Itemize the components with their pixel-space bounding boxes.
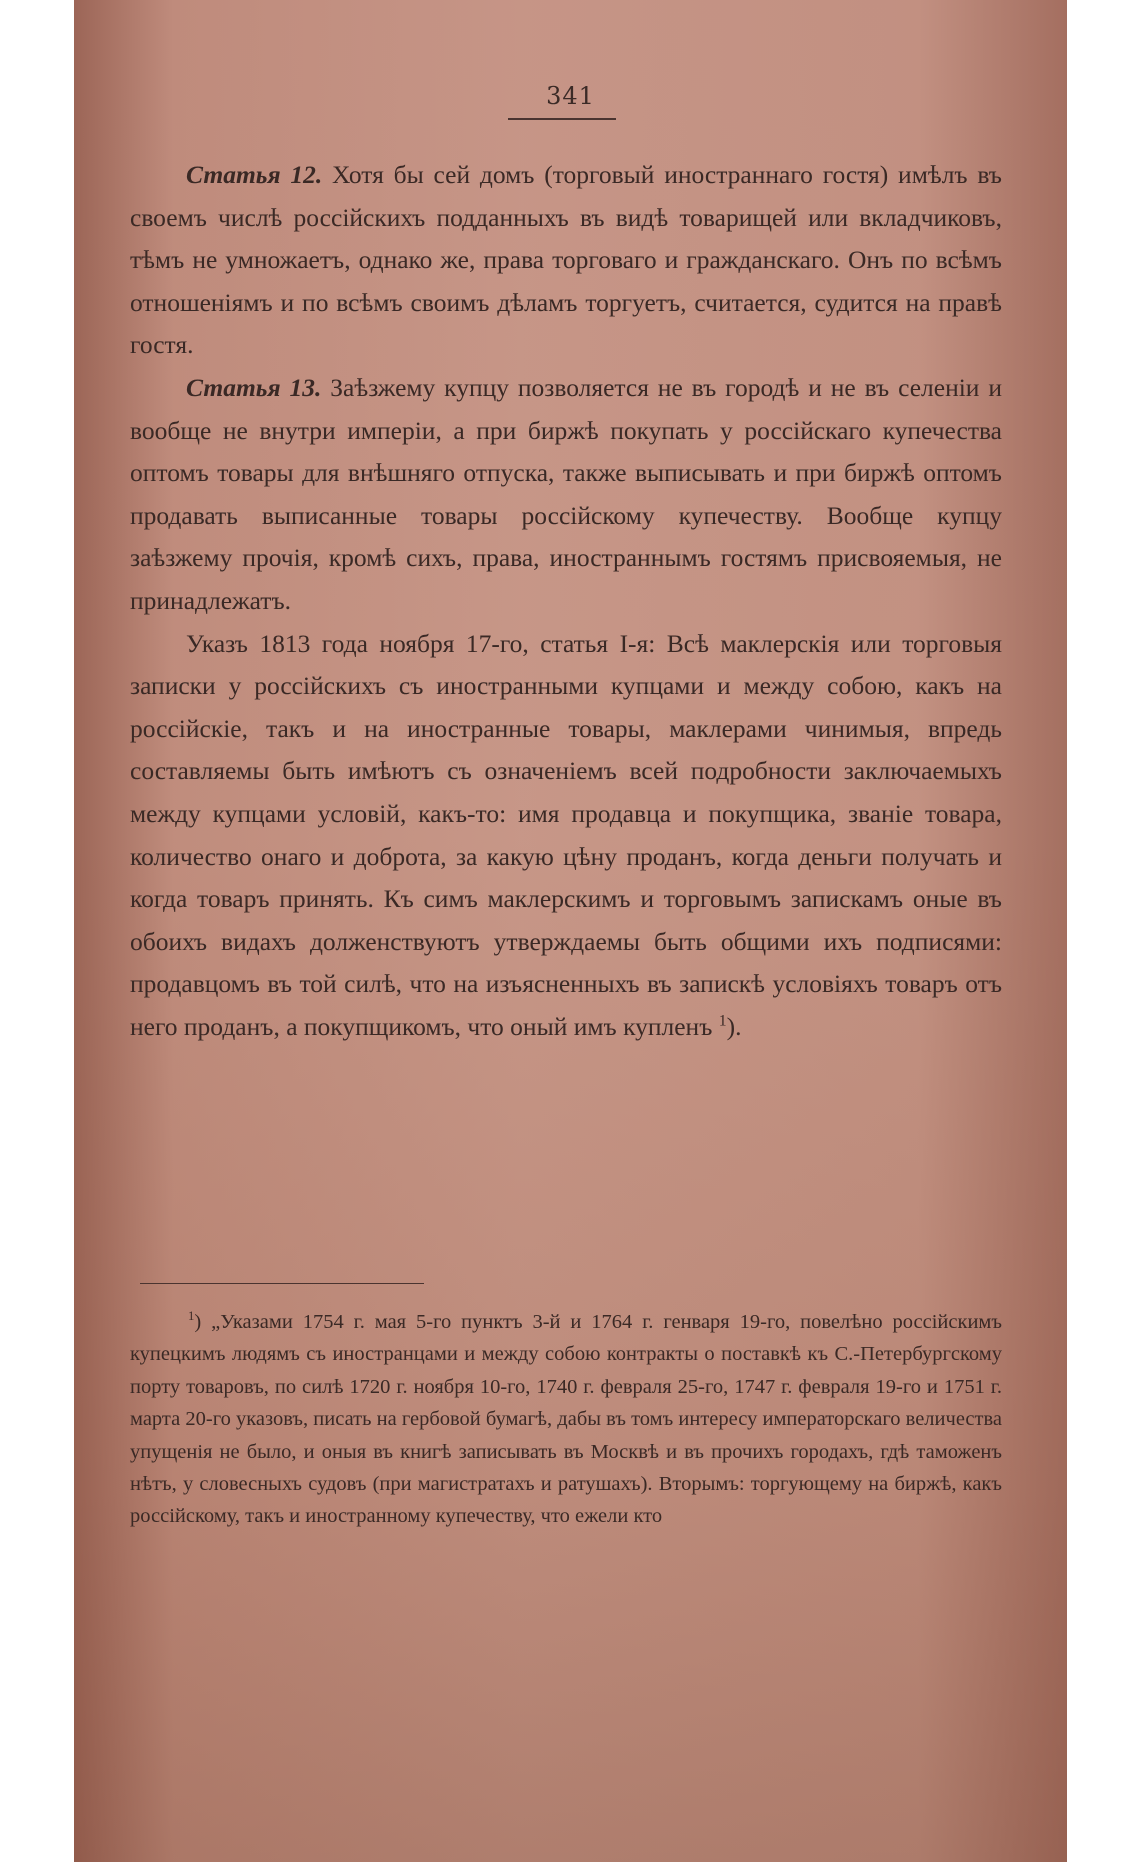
footnote-marker-tail: )	[194, 1311, 202, 1333]
footnote-rule	[140, 1283, 424, 1284]
footnote-reference: 1	[718, 1012, 727, 1030]
article-12-text: Хотя бы сей домъ (торговый иностраннаго гостя) имѣлъ въ своемъ числѣ россійскихъ подданныхъ въ видѣ товарищей или вкладчиковъ, тѣмъ не умножаетъ, однако же, права торговаго и гражданскаго. Онъ по всѣмъ отношеніямъ и по всѣмъ своимъ дѣламъ торгуетъ, считается, судится на правѣ гостя.	[130, 160, 1002, 360]
body-text	[130, 154, 1002, 1048]
footnote-text: „Указами 1754 г. мая 5-го пунктъ 3-й и 1764 г. генваря 19-го, повелѣно россійскимъ купецкимъ людямъ съ иностранцами и между собою контракты о поставкѣ къ С.-Петербургскому порту товаровъ, по силѣ 1720 г. ноября 10-го, 1740 г. февраля 25-го, 1747 г. февраля 19-го и 1751 г. марта 20-го указовъ, писать на гербовой бумагѣ, дабы въ томъ интересу императорскаго величества упущенія не было, и оныя въ книгѣ записывать въ Москвѣ и въ прочихъ городахъ, гдѣ таможенъ нѣтъ, у словесныхъ судовъ (при магистратахъ и ратушахъ). Вторымъ: торгующему на биржѣ, какъ россійскому, такъ и иностранному купечеству, что ежели кто	[130, 1311, 1002, 1528]
decree-text: Указъ 1813 года ноября 17-го, статья I-я: Всѣ маклерскія или торговыя записки у россійскихъ съ иностранными купцами и между собою, какъ на россійскіе, такъ и на иностранные товары, маклерами чинимыя, впредь составляемы быть имѣютъ съ означеніемъ всей подробности заключаемыхъ между купцами условій, какъ-то: имя продавца и покупщика, званіе товара, количество онаго и доброта, за какую цѣну проданъ, когда деньги получать и когда товаръ принять. Къ симъ маклерскимъ и торговымъ запискамъ оные въ обоихъ видахъ долженствуютъ утверждаемы быть общими ихъ подписями: продавцомъ въ той силѣ, что на изъясненныхъ въ запискѣ условіяхъ товаръ отъ него проданъ, а покупщикомъ, что оный имъ купленъ	[130, 628, 1002, 1041]
scanned-page	[74, 0, 1067, 1862]
page-number-rule	[508, 118, 616, 120]
decree-paragraph	[130, 623, 1002, 1049]
page-number: 341	[546, 82, 595, 110]
article-13-paragraph	[130, 367, 1002, 623]
article-12-label: Статья 12.	[186, 160, 323, 189]
footnote	[130, 1306, 1002, 1533]
decree-tail: ).	[726, 1011, 742, 1041]
article-13-text: Заѣзжему купцу позволяется не въ городѣ и не въ селеніи и вообще не внутри имперіи, а при биржѣ покупать у россійскаго купечества оптомъ товары для внѣшняго отпуска, также выписывать и при биржѣ оптомъ продавать выписанные товары россійскому купечеству. Вообще купцу заѣзжему прочія, кромѣ сихъ, права, иностраннымъ гостямъ присвояемыя, не принадлежатъ.	[130, 372, 1002, 615]
article-13-label: Статья 13.	[186, 372, 322, 402]
article-12-paragraph	[130, 154, 1002, 367]
footnote-marker: 1	[188, 1309, 195, 1324]
